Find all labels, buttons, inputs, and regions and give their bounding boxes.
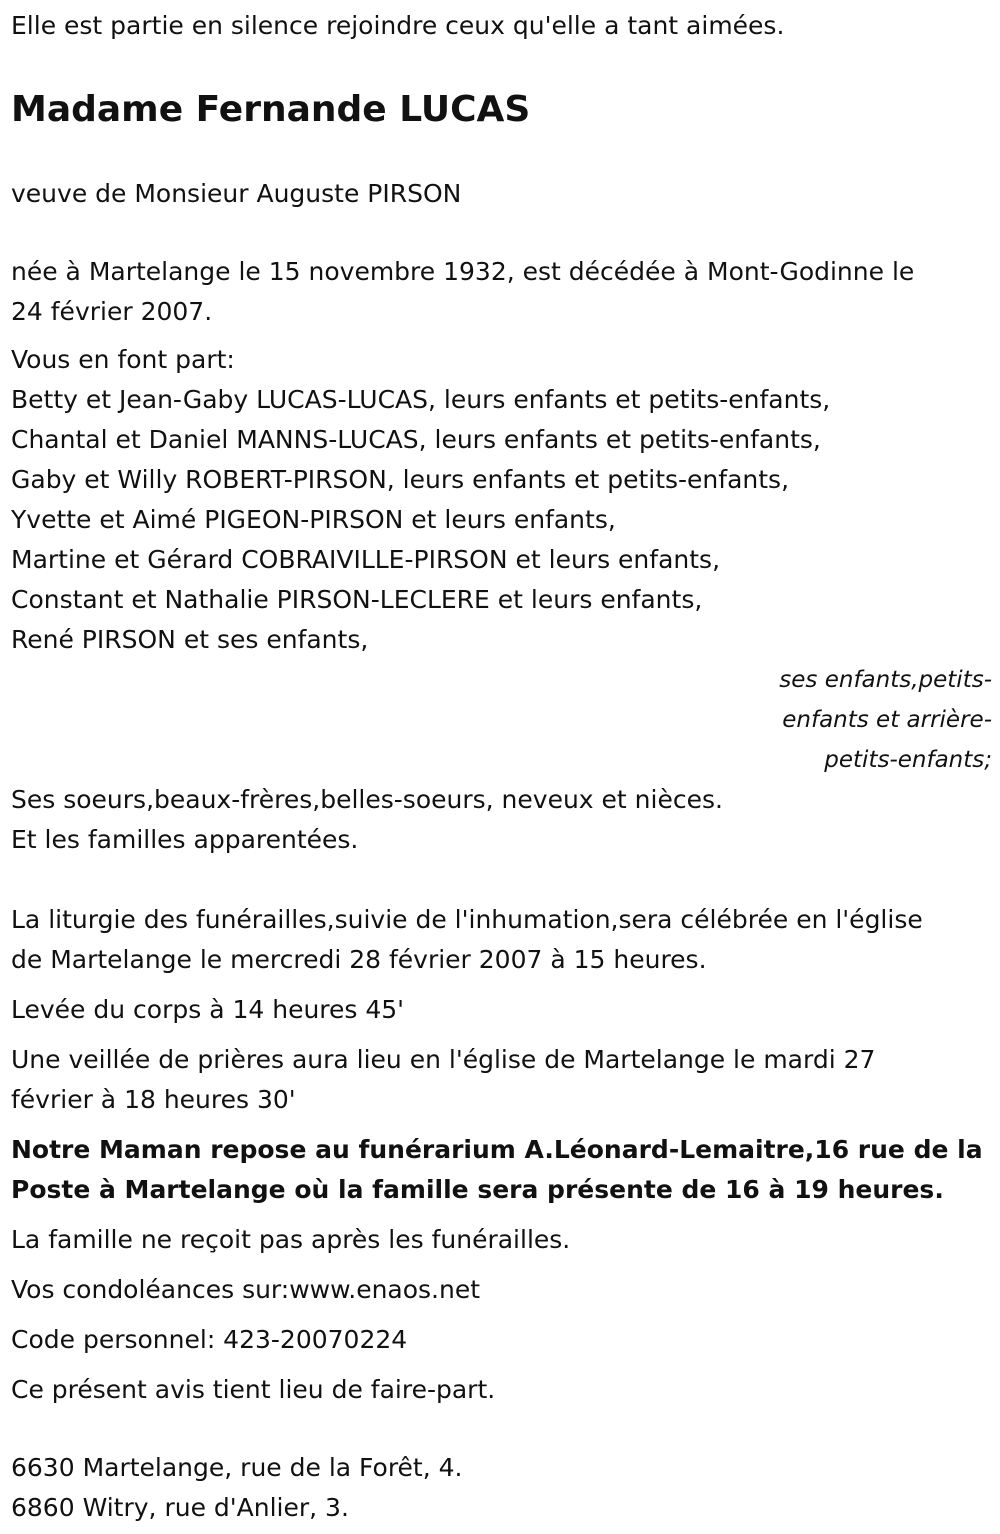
family-member-line: Chantal et Daniel MANNS-LUCAS, leurs enfants et petits-enfants, (11, 425, 821, 454)
family-member-line: Constant et Nathalie PIRSON-LECLERE et leurs enfants, (11, 585, 703, 614)
condolences-text: Vos condoléances sur:www.enaos.net (11, 1275, 481, 1304)
descendants-line: petits-enfants; (824, 747, 992, 773)
birth-death-details (11, 252, 989, 332)
liturgy-line: de Martelange le mercredi 28 février 2007 à 15 heures. (11, 945, 707, 974)
vigil-line: Une veillée de prières aura lieu en l'église de Martelange le mardi 27 (11, 1045, 876, 1074)
descendants-line: enfants et arrière- (782, 707, 992, 733)
vigil-block (11, 1040, 989, 1120)
address-line: 6630 Martelange, rue de la Forêt, 4. (11, 1453, 463, 1482)
liturgy-block (11, 900, 989, 980)
relatives-block (11, 780, 989, 860)
no-reception-text: La famille ne reçoit pas après les funérailles. (11, 1225, 571, 1254)
obituary-notice (0, 6, 1000, 1534)
funerarium-line: Notre Maman repose au funérarium A.Léonard-Lemaitre,16 rue de la (11, 1135, 983, 1164)
funerarium-block (11, 1130, 989, 1210)
notice-text: Ce présent avis tient lieu de faire-part. (11, 1375, 496, 1404)
personal-code-text: Code personnel: 423-20070224 (11, 1325, 408, 1354)
announce-label: Vous en font part: (11, 345, 235, 374)
relatives-line: Ses soeurs,beaux-frères,belles-soeurs, neveux et nièces. (11, 785, 723, 814)
descendants-block (11, 660, 992, 780)
family-member-line: Martine et Gérard COBRAIVILLE-PIRSON et leurs enfants, (11, 545, 721, 574)
deceased-name: Madame Fernande LUCAS (11, 89, 531, 130)
funerarium-line: Poste à Martelange où la famille sera présente de 16 à 19 heures. (11, 1175, 944, 1204)
addresses-block (11, 1448, 989, 1528)
relatives-line: Et les familles apparentées. (11, 825, 359, 854)
family-member-line: Gaby et Willy ROBERT-PIRSON, leurs enfants et petits-enfants, (11, 465, 790, 494)
widow-of-text: veuve de Monsieur Auguste PIRSON (11, 179, 462, 208)
intro-text: Elle est partie en silence rejoindre ceux qu'elle a tant aimées. (11, 11, 785, 40)
levee-text: Levée du corps à 14 heures 45' (11, 995, 405, 1024)
family-member-line: Betty et Jean-Gaby LUCAS-LUCAS, leurs enfants et petits-enfants, (11, 385, 831, 414)
family-list (11, 380, 989, 660)
birth-death-line: 24 février 2007. (11, 297, 213, 326)
birth-death-line: née à Martelange le 15 novembre 1932, est décédée à Mont-Godinne le (11, 257, 915, 286)
address-line: 6860 Witry, rue d'Anlier, 3. (11, 1493, 349, 1522)
family-member-line: René PIRSON et ses enfants, (11, 625, 369, 654)
family-member-line: Yvette et Aimé PIGEON-PIRSON et leurs enfants, (11, 505, 616, 534)
liturgy-line: La liturgie des funérailles,suivie de l'inhumation,sera célébrée en l'église (11, 905, 923, 934)
vigil-line: février à 18 heures 30' (11, 1085, 296, 1114)
descendants-line: ses enfants,petits- (779, 667, 992, 693)
